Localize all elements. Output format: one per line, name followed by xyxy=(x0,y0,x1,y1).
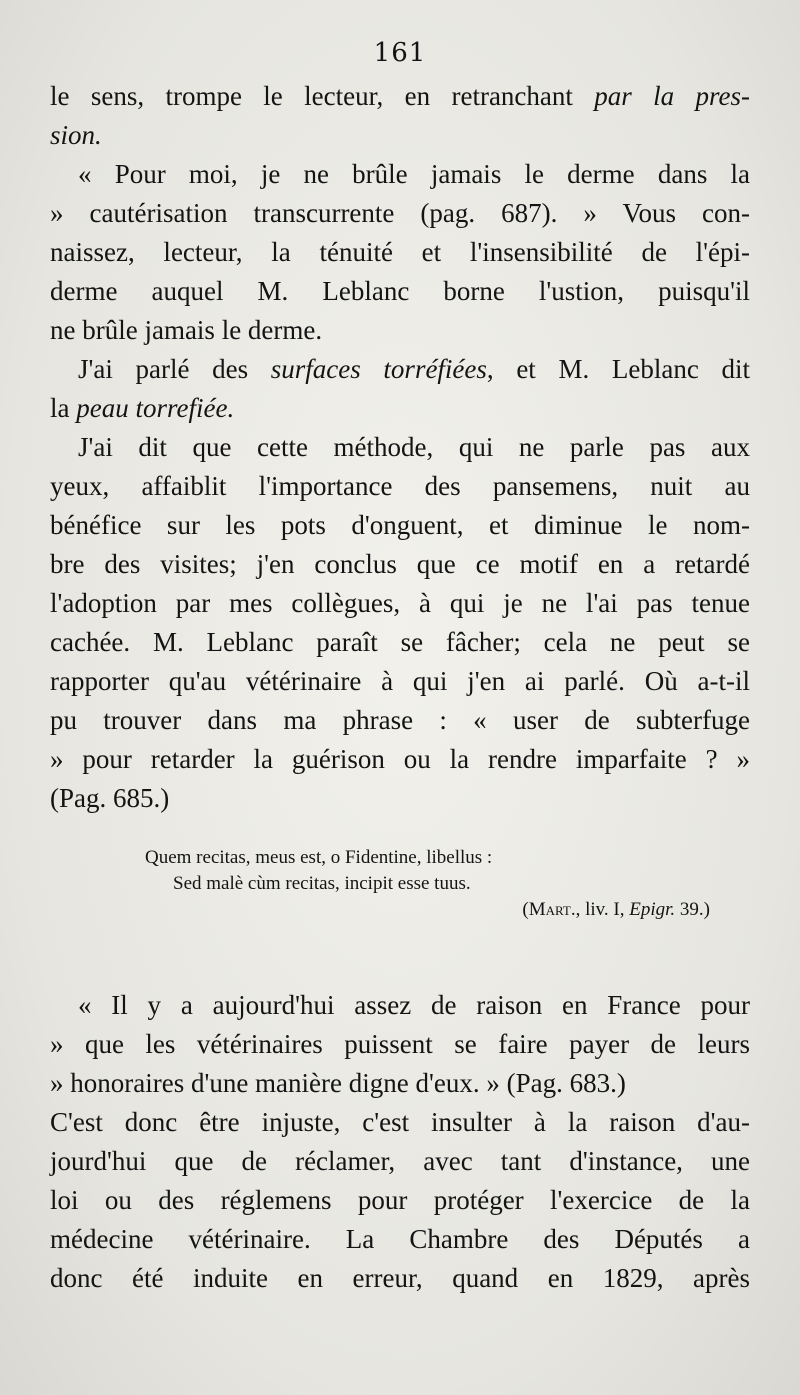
text-line xyxy=(50,1181,750,1220)
epigraph-citation: (Mart., liv. I, Epigr. 39.) xyxy=(522,899,710,920)
text-segment: (Pag. 685.) xyxy=(50,783,170,813)
main-text-top xyxy=(50,77,750,818)
citation-work: Epigr. xyxy=(629,899,676,920)
text-segment: naissez, lecteur, la ténuité et l'insensibilité de l'épi- xyxy=(50,237,750,267)
text-segment: bre des visites; j'en conclus que ce motif en a retardé xyxy=(50,549,750,579)
text-segment: surfaces torréfiées xyxy=(270,354,487,384)
citation-author: Mart. xyxy=(528,899,576,920)
text-line xyxy=(50,584,750,623)
text-line xyxy=(50,545,750,584)
text-line xyxy=(50,701,750,740)
text-segment: J'ai dit que cette méthode, qui ne parle pas aux xyxy=(78,432,750,462)
text-segment: jourd'hui que de réclamer, avec tant d'instance, une xyxy=(50,1146,750,1176)
latin-epigraph xyxy=(145,845,725,923)
text-segment: le sens, trompe le lecteur, en retranchant xyxy=(50,81,595,111)
text-segment: pu trouver dans ma phrase : « user de subterfuge xyxy=(50,705,750,735)
text-segment: J'ai parlé des xyxy=(78,354,271,384)
text-line xyxy=(50,116,750,155)
page-number: 161 xyxy=(373,38,427,68)
text-line xyxy=(50,389,750,428)
text-segment: yeux, affaiblit l'importance des pansemens, nuit au xyxy=(50,471,750,501)
text-line xyxy=(50,428,750,467)
text-line xyxy=(50,1142,750,1181)
text-segment: derme auquel M. Leblanc borne l'ustion, puisqu'il xyxy=(50,276,750,306)
text-line xyxy=(50,1025,750,1064)
text-segment: bénéfice sur les pots d'onguent, et diminue le nom- xyxy=(50,510,750,540)
text-line xyxy=(50,986,750,1025)
text-line xyxy=(50,194,750,233)
text-line xyxy=(50,350,750,389)
text-segment: ne brûle jamais le derme. xyxy=(50,315,323,345)
text-line xyxy=(50,1064,750,1103)
text-line xyxy=(50,1259,750,1298)
text-segment: , et M. Leblanc dit xyxy=(486,354,750,384)
text-line xyxy=(50,155,750,194)
text-segment: » pour retarder la guérison ou la rendre imparfaite ? » xyxy=(50,744,750,774)
text-segment: la xyxy=(50,393,77,423)
text-line xyxy=(50,233,750,272)
text-segment: l'adoption par mes collègues, à qui je ne l'ai pas tenue xyxy=(50,588,750,618)
text-line xyxy=(50,506,750,545)
text-segment: cachée. M. Leblanc paraît se fâcher; cela ne peut se xyxy=(50,627,750,657)
epigraph-line-2: Sed malè cùm recitas, incipit esse tuus. xyxy=(173,873,471,894)
text-segment: » cautérisation transcurrente (pag. 687). » Vous con- xyxy=(50,198,750,228)
text-line xyxy=(50,623,750,662)
text-line xyxy=(50,467,750,506)
text-line xyxy=(50,77,750,116)
text-line xyxy=(50,662,750,701)
text-segment: « Pour moi, je ne brûle jamais le derme dans la xyxy=(78,159,750,189)
text-segment: médecine vétérinaire. La Chambre des Députés a xyxy=(50,1224,750,1254)
text-line xyxy=(50,272,750,311)
epigraph-line-1: Quem recitas, meus est, o Fidentine, libellus : xyxy=(145,847,493,868)
text-line xyxy=(50,1220,750,1259)
text-segment: » que les vétérinaires puissent se faire payer de leurs xyxy=(50,1029,750,1059)
text-segment: peau torrefiée. xyxy=(76,393,235,423)
main-text-bottom xyxy=(50,986,750,1298)
text-segment: rapporter qu'au vétérinaire à qui j'en ai parlé. Où a-t-il xyxy=(50,666,750,696)
text-line xyxy=(50,779,750,818)
text-segment: » honoraires d'une manière digne d'eux. » (Pag. 683.) xyxy=(50,1068,626,1098)
text-line xyxy=(50,311,750,350)
text-segment: loi ou des réglemens pour protéger l'exercice de la xyxy=(50,1185,750,1215)
text-line xyxy=(50,1103,750,1142)
text-segment: donc été induite en erreur, quand en 1829, après xyxy=(50,1263,750,1293)
text-segment: par la pres- xyxy=(594,81,751,111)
text-line xyxy=(50,740,750,779)
text-segment: sion. xyxy=(50,120,102,150)
text-segment: « Il y a aujourd'hui assez de raison en France pour xyxy=(78,990,750,1020)
text-segment: C'est donc être injuste, c'est insulter à la raison d'au- xyxy=(50,1107,750,1137)
